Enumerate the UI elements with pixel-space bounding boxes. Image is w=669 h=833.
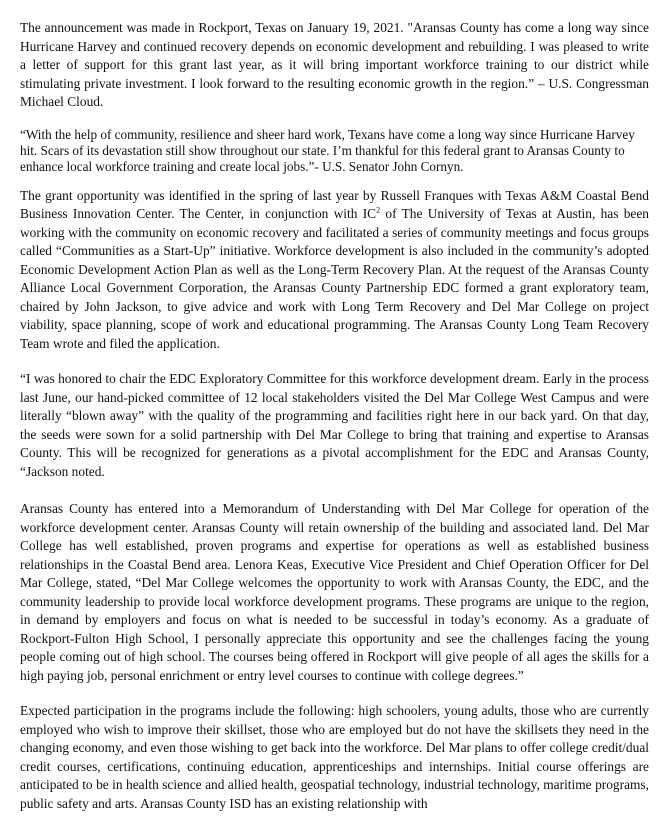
- superscript: 2: [376, 205, 381, 215]
- paragraph-memorandum: Aransas County has entered into a Memorandum of Understanding with Del Mar College for operation of the workforce development center. Aransas County will retain ownership of the building and associated land. Del Mar College has well established, proven programs and expertise for operations as well as established business relationships in the Coastal Bend area. Lenora Keas, Executive Vice President and Chief Operation Officer for Del Mar College, stated, “Del Mar College welcomes the opportunity to work with Aransas County, the EDC, and the community leadership to provide local workforce development programs. These programs are unique to the region, in demand by employers and focus on what is needed to be successful in today’s economy. As a graduate of Rockport-Fulton High School, I personally appreciate this opportunity and see the challenges facing the young people coming out of high school. The courses being offered in Rockport will give people of all ages the skills for a high paying job, personal enrichment or entry level courses to continue with college degrees.”: [20, 501, 649, 683]
- paragraph-senator-quote: “With the help of community, resilience and sheer hard work, Texans have come a long way since Hurricane Harvey hit. Scars of its devastation still show throughout our state. I’m thankful for this federal grant to Aransas County to enhance local workforce training and create local jobs.”- U.S. Senator John Cornyn.: [20, 126, 635, 174]
- paragraph-congressman-quote: The announcement was made in Rockport, Texas on January 19, 2021. "Aransas County has come a long way since Hurricane Harvey and continued recovery depends on economic development and rebuilding. I was pleased to write a letter of support for this grant last year, as it will bring important workforce training to our district while stimulating private investment. I look forward to the resulting economic growth in the region.” – U.S. Congressman Michael Cloud.: [20, 20, 649, 109]
- paragraph-jackson-quote: “I was honored to chair the EDC Exploratory Committee for this workforce development dream. Early in the process last June, our hand-picked committee of 12 local stakeholders visited the Del Mar College West Campus and were literally “blown away” with the quality of the programming and facilities right here in our back yard. On that day, the seeds were sown for a solid partnership with Del Mar College to bring that training and expertise to Aransas County. This will be recognized for generations as a pivotal accomplishment for the EDC and Aransas County, “Jackson noted.: [20, 371, 649, 479]
- paragraph-expected-participation: Expected participation in the programs include the following: high schoolers, young adults, those who are currently employed who wish to improve their skillset, those who are employed but do not have the skillsets they need in the changing economy, and even those wishing to get back into the workforce. Del Mar plans to offer college credit/dual credit courses, certifications, continuing education, apprenticeships and internships. Initial course offerings are anticipated to be in health science and allied health, geospatial technology, industrial technology, maritime programs, public safety and arts. Aransas County ISD has an existing relationship with: [20, 703, 649, 811]
- paragraph-text-part: of The University of Texas at Austin, has been working with the community on economic recovery and facilitated a series of community meetings and focus groups called “Communities as a Start-Up” initiative. Workforce development is also included in the community’s adopted Economic Development Action Plan as well as the Long-Term Recovery Plan. At the request of the Aransas County Alliance Local Government Corporation, the Aransas County Partnership EDC formed a grant exploratory team, chaired by John Jackson, to give advice and work with Long Term Recovery and Del Mar College on project viability, space planning, scope of work and educational programming. The Aransas County Long Team Recovery Team wrote and filed the application.: [20, 206, 649, 351]
- paragraph-grant-opportunity: [20, 187, 649, 354]
- paragraph-text-part: The grant opportunity was identified in the spring of last year by Russell Franques with Texas A&M Coastal Bend Business Innovation Center. The Center, in conjunction with IC: [20, 187, 649, 221]
